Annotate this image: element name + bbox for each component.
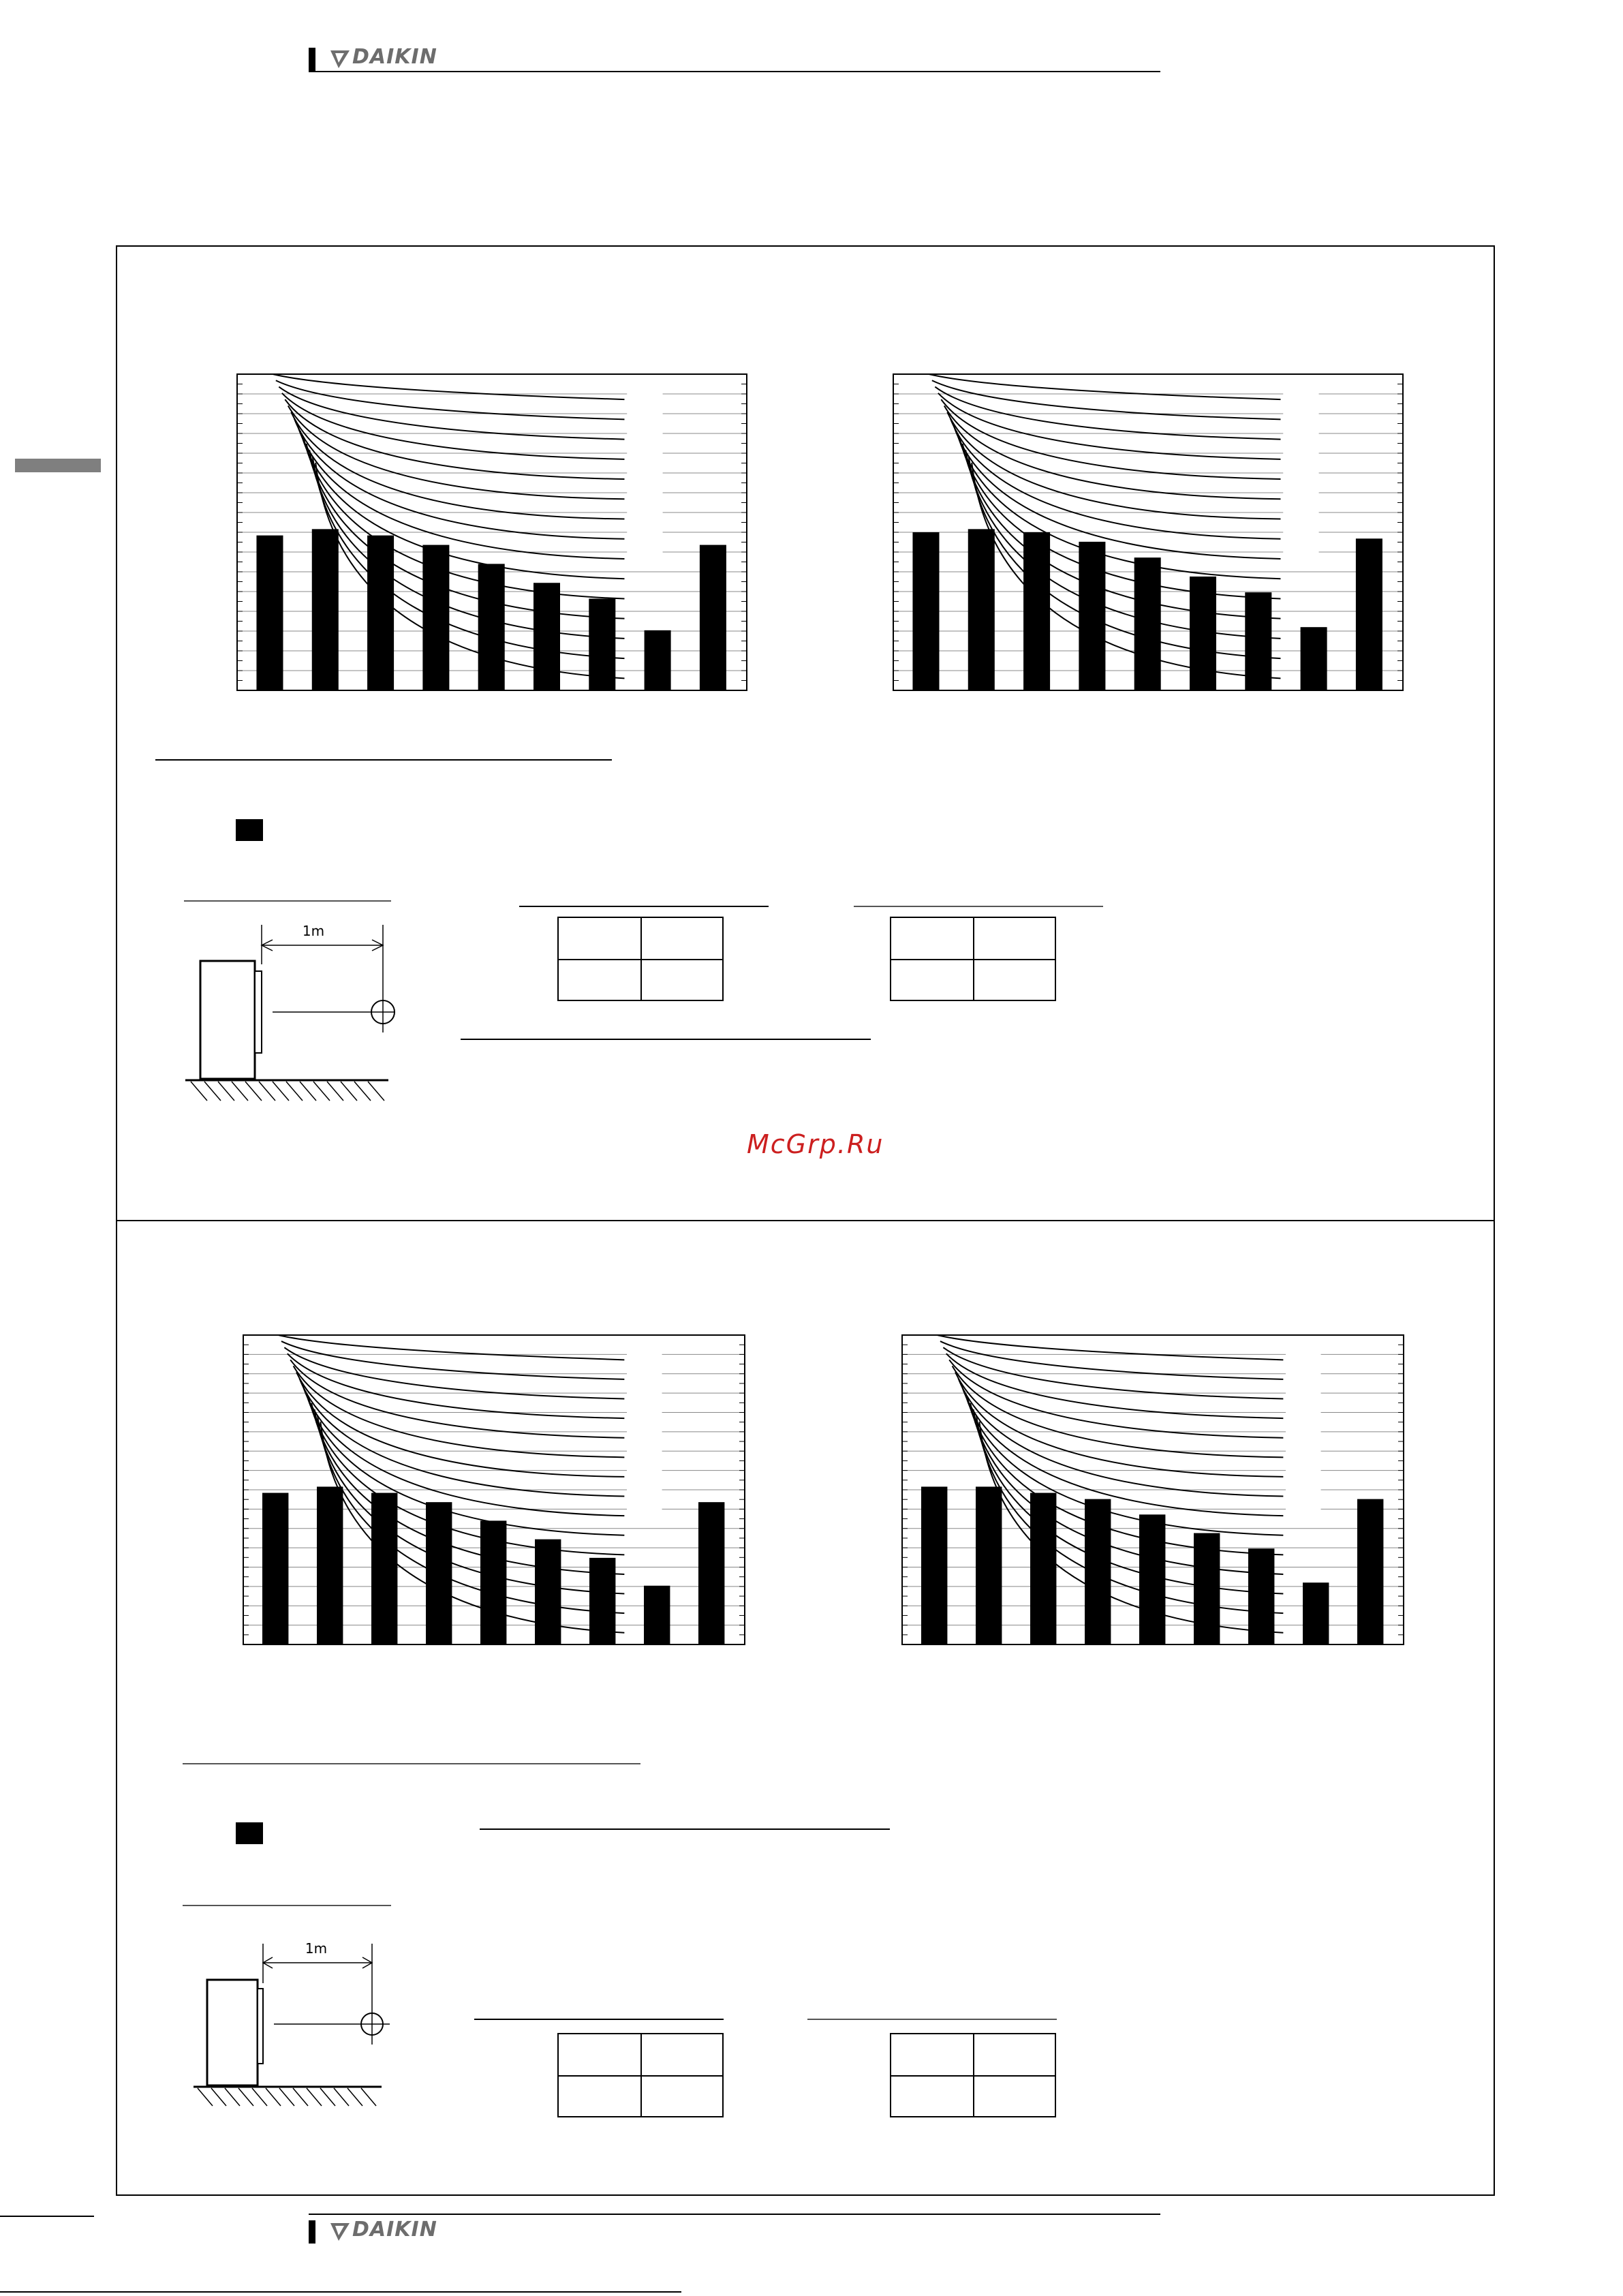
diagram-rule <box>184 900 391 902</box>
noise-chart-svg <box>236 373 748 692</box>
unit-box <box>200 961 255 1079</box>
footer-rule <box>309 2214 1160 2215</box>
octave-bar <box>312 529 339 690</box>
octave-bar <box>1134 557 1161 690</box>
bottom-rule <box>0 2291 681 2293</box>
octave-bar <box>1079 542 1105 690</box>
octave-bar <box>700 545 726 690</box>
octave-bar <box>1023 532 1050 690</box>
octave-bar <box>1301 627 1327 690</box>
octave-bar <box>589 598 615 690</box>
octave-bar <box>968 529 995 690</box>
octave-bar <box>1139 1514 1165 1644</box>
section-rule <box>183 1763 640 1764</box>
daikin-mark-icon <box>329 2220 351 2242</box>
octave-bar <box>367 536 394 690</box>
label-gap <box>1283 377 1318 560</box>
logo-text: DAIKIN <box>352 45 437 69</box>
distance-label: 1m <box>305 1940 328 1957</box>
daikin-mark-icon <box>329 48 351 70</box>
section-rule <box>155 759 612 761</box>
table-rule <box>854 906 1103 907</box>
table-rule <box>519 906 769 907</box>
note-rule <box>461 1039 871 1040</box>
header-logo <box>309 45 1160 72</box>
octave-bar <box>422 545 449 690</box>
octave-bar <box>480 1520 506 1644</box>
noise-chart-svg <box>901 1334 1405 1646</box>
octave-bar <box>1085 1499 1111 1644</box>
measurement-diagram <box>192 1935 397 2113</box>
chart-bottom-left <box>242 1334 746 1646</box>
unit-box <box>207 1980 258 2085</box>
diagram-rule <box>183 1905 391 1906</box>
label-gap <box>627 1338 662 1517</box>
octave-bar <box>535 1540 561 1644</box>
legend-swatch <box>236 1822 263 1844</box>
octave-bar <box>426 1502 452 1644</box>
label-gap <box>627 377 662 560</box>
octave-bar <box>534 583 560 690</box>
table-rule <box>474 2019 724 2020</box>
octave-bar <box>1303 1582 1329 1644</box>
octave-bar <box>256 536 283 690</box>
octave-bar <box>478 564 505 690</box>
header-rule <box>309 71 1160 72</box>
logo-bar <box>309 48 315 71</box>
logo-text: DAIKIN <box>352 2218 437 2241</box>
octave-bar <box>317 1486 343 1644</box>
table-rule <box>807 2019 1057 2020</box>
octave-bar <box>1356 538 1382 690</box>
octave-bar <box>644 1586 670 1644</box>
octave-bar <box>1357 1499 1383 1644</box>
octave-bar <box>1190 577 1216 690</box>
chart-top-left <box>236 373 748 692</box>
footer-left-rule <box>0 2216 94 2217</box>
data-table <box>557 2033 724 2117</box>
octave-bar <box>262 1493 288 1644</box>
chart-bottom-right <box>901 1334 1405 1646</box>
octave-bar <box>921 1486 947 1644</box>
octave-bar <box>1245 592 1271 690</box>
section-tab-marker <box>15 459 101 472</box>
octave-bar <box>589 1558 615 1644</box>
watermark-text: McGrp.Ru <box>747 1129 884 1159</box>
octave-bar <box>1248 1548 1274 1644</box>
octave-bar <box>698 1502 724 1644</box>
data-table <box>557 917 724 1001</box>
distance-label: 1m <box>302 923 325 939</box>
logo-bar <box>309 2220 315 2244</box>
measurement-diagram <box>184 917 402 1107</box>
label-gap <box>1286 1338 1321 1517</box>
octave-bar <box>645 630 671 690</box>
chart-top-right <box>892 373 1404 692</box>
data-table <box>890 917 1056 1001</box>
octave-bar <box>1194 1533 1220 1644</box>
octave-bar <box>976 1486 1002 1644</box>
octave-bar <box>1030 1493 1056 1644</box>
data-table <box>890 2033 1056 2117</box>
footer-logo <box>309 2218 1160 2245</box>
octave-bar <box>371 1493 397 1644</box>
noise-chart-svg <box>892 373 1404 692</box>
octave-bar <box>912 532 939 690</box>
note-rule <box>480 1828 890 1830</box>
noise-chart-svg <box>242 1334 746 1646</box>
legend-swatch <box>236 819 263 841</box>
